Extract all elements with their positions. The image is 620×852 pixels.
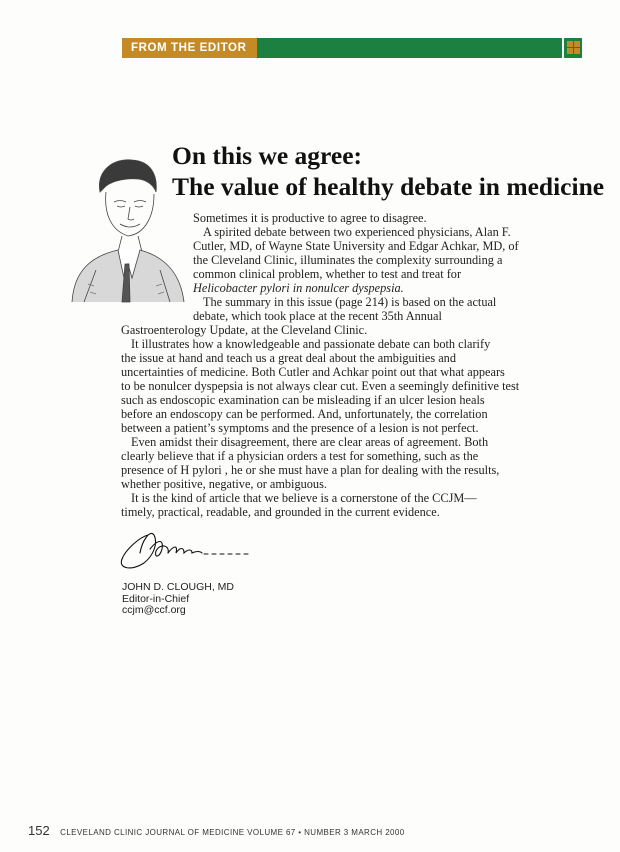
page-number: 152 bbox=[28, 823, 50, 838]
body-line: to be nonulcer dyspepsia is not always clear cut. Even a seemingly definitive test bbox=[121, 379, 520, 393]
title-line-2: The value of healthy debate in medicine bbox=[172, 172, 605, 201]
body-line: the issue at hand and teach us a great deal about the ambiguities and bbox=[121, 351, 456, 365]
body-line: Sometimes it is productive to agree to disagree. bbox=[193, 211, 427, 225]
editor-credits bbox=[122, 582, 234, 617]
banner-bar bbox=[257, 38, 562, 58]
body-line: uncertainties of medicine. Both Cutler and Achkar point out that what appears bbox=[121, 365, 505, 379]
body-line: Helicobacter pylori in nonulcer dyspepsia. bbox=[193, 281, 404, 295]
body-line: common clinical problem, whether to test and treat for bbox=[193, 267, 462, 281]
body-line: debate, which took place at the recent 35th Annual bbox=[193, 309, 442, 323]
journal-logo-icon bbox=[562, 38, 582, 58]
page-footer bbox=[28, 822, 405, 840]
body-line: clearly believe that if a physician orders a test for something, such as the bbox=[121, 449, 479, 463]
editor-email: ccjm@ccf.org bbox=[122, 604, 186, 616]
body-line: before an endoscopy can be performed. And, unfortunately, the correlation bbox=[121, 407, 488, 421]
title-line-1: On this we agree: bbox=[172, 141, 363, 170]
body-line: It is the kind of article that we believe is a cornerstone of the CCJM— bbox=[131, 491, 477, 505]
body-line: such as endoscopic examination can be misleading if an ulcer lesion heals bbox=[121, 393, 485, 407]
editor-name: JOHN D. CLOUGH, MD bbox=[122, 581, 235, 593]
section-label: FROM THE EDITOR bbox=[122, 38, 257, 58]
body-line: whether positive, negative, or ambiguous. bbox=[121, 477, 327, 491]
article-title bbox=[172, 140, 612, 202]
body-line: The summary in this issue (page 214) is based on the actual bbox=[203, 295, 497, 309]
body-line: presence of H pylori , he or she must have a plan for dealing with the results, bbox=[121, 463, 500, 477]
body-line: It illustrates how a knowledgeable and passionate debate can both clarify bbox=[131, 337, 491, 351]
body-line: Even amidst their disagreement, there are clear areas of agreement. Both bbox=[131, 435, 489, 449]
journal-issue-info: CLEVELAND CLINIC JOURNAL OF MEDICINE VOLUME 67 • NUMBER 3 MARCH 2000 bbox=[60, 828, 405, 837]
body-line: Cutler, MD, of Wayne State University and Edgar Achkar, MD, of bbox=[193, 239, 519, 253]
editor-role: Editor-in-Chief bbox=[122, 592, 190, 605]
body-line: timely, practical, readable, and grounded in the current evidence. bbox=[121, 505, 440, 519]
body-line: Gastroenterology Update, at the Cleveland Clinic. bbox=[121, 323, 368, 337]
body-line: the Cleveland Clinic, illuminates the complexity surrounding a bbox=[193, 253, 503, 267]
handwritten-signature bbox=[118, 527, 258, 573]
body-line: A spirited debate between two experienced physicians, Alan F. bbox=[203, 225, 511, 239]
body-line: between a patient’s symptoms and the presence of a lesion is not perfect. bbox=[121, 421, 479, 435]
section-banner bbox=[122, 38, 582, 58]
